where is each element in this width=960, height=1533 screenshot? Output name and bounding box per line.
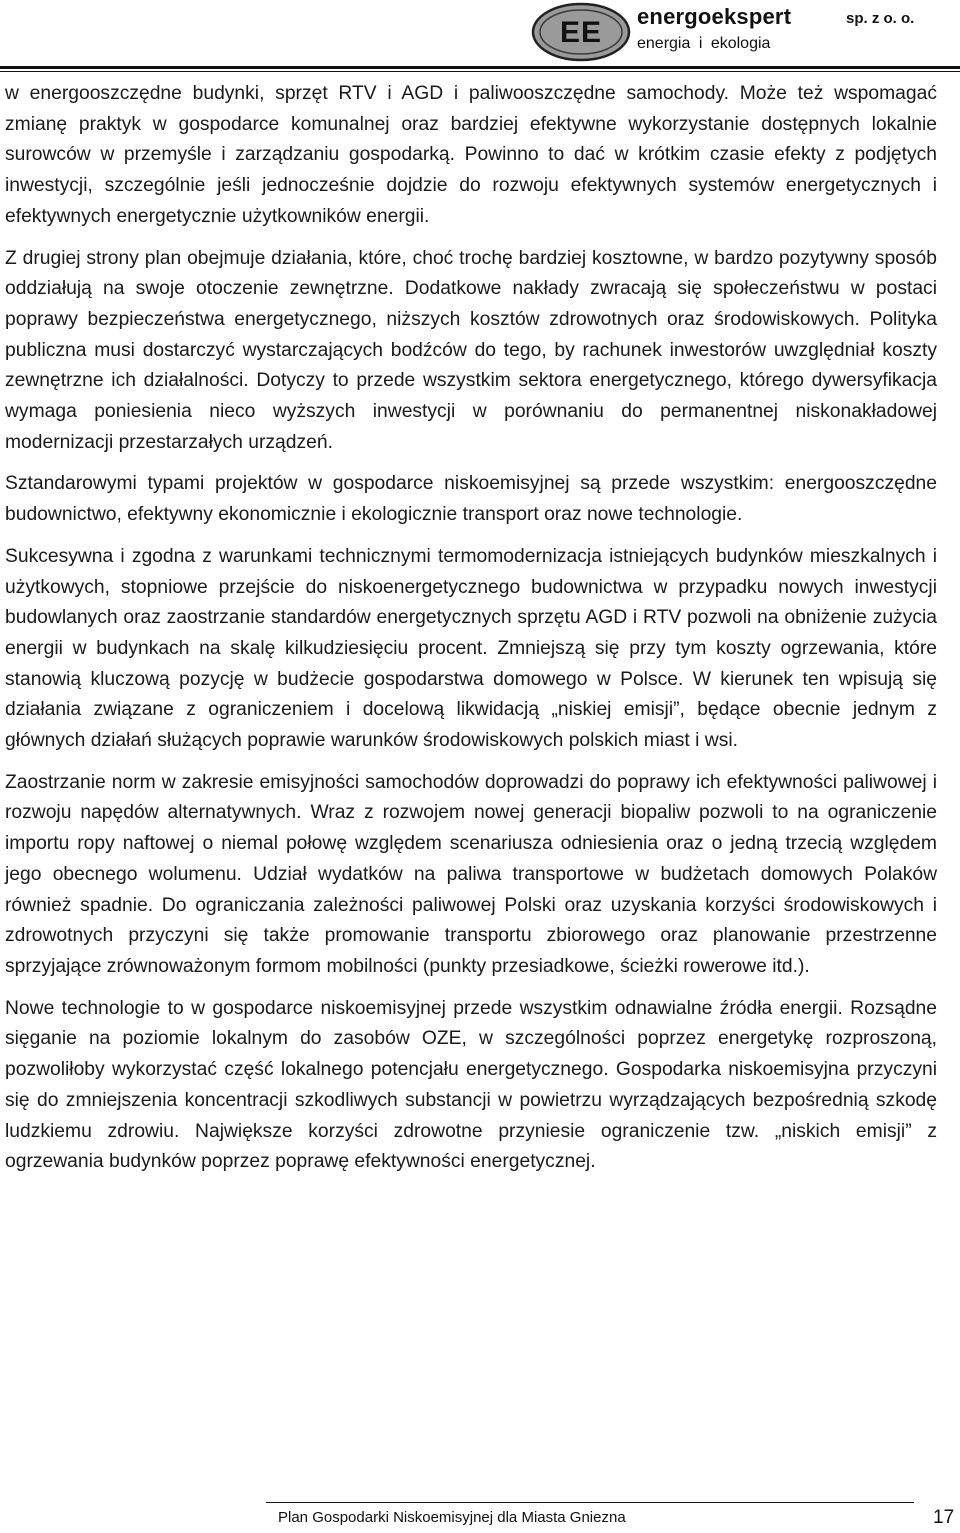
header-divider [0,66,960,69]
logo-letters: EE [559,16,603,49]
header-divider-thin [0,71,960,72]
brand-name: energoekspert [637,4,792,29]
page-number: 17 [933,1507,955,1528]
paragraph-1: w energooszczędne budynki, sprzęt RTV i AGD i paliwooszczędne samochody. Może też wspomagać zmianę praktyk w gospodarce komunalnej oraz bardziej efektywne wykorzystanie dostępnych lokalnie surowców w przemyśle i zarządzaniu gospodarką. Powinno to dać w krótkim czasie efekty z podjętych inwestycji, szczególnie jeśli jednocześnie dojdzie do rozwoju efektywnych systemów energetycznych i efektywnych energetycznie użytkowników energii. [5,83,937,227]
brand-suffix: sp. z o. o. [846,10,915,27]
document-body [5,79,937,1189]
energoekspert-logo [531,2,631,62]
paragraph-3: Sztandarowymi typami projektów w gospodarce niskoemisyjnej są przede wszystkim: energooszczędne budownictwo, efektywny ekonomicznie i ekologicznie transport oraz nowe technologie. [5,473,937,526]
page-header [0,0,960,72]
footer-divider [266,1502,914,1503]
paragraph-4: Sukcesywna i zgodna z warunkami technicznymi termomodernizacja istniejących budynków mieszkalnych i użytkowych, stopniowe przejście do niskoenergetycznego budownictwa w przypadku nowych inwestycji budowlanych oraz zaostrzanie standardów energetycznych sprzętu AGD i RTV pozwoli na obniżenie zużycia energii w budynkach na skalę kilkudziesięciu procent. Zmniejszą się przy tym koszty ogrzewania, które stanowią kluczową pozycję w budżecie gospodarstwa domowego w Polsce. W kierunek ten wpisują się działania związane z ograniczeniem i docelową likwidacją „niskiej emisji”, będące obecnie jednym z głównych działań służących poprawie warunków środowiskowych polskich miast i wsi. [5,545,937,752]
footer-document-title: Plan Gospodarki Niskoemisyjnej dla Miasta Gniezna [278,1509,626,1526]
paragraph-2: Z drugiej strony plan obejmuje działania, które, choć trochę bardziej kosztowne, w bardzo pozytywny sposób oddziałują na swoje otoczenie zewnętrzne. Dodatkowe nakłady zwracają się społeczeństwu w postaci poprawy bezpieczeństwa energetycznego, niższych kosztów zdrowotnych oraz środowiskowych. Polityka publiczna musi dostarczyć wystarczających bodźców do tego, by rachunek inwestorów uwzględniał koszty zewnętrzne ich działalności. Dotyczy to przede wszystkim sektora energetycznego, którego dywersyfikacja wymaga poniesienia nieco wyższych inwestycji w porównaniu do permanentnej niskonakładowej modernizacji przestarzałych urządzeń. [5,247,937,453]
paragraph-6: Nowe technologie to w gospodarce niskoemisyjnej przede wszystkim odnawialne źródła energii. Rozsądne sięganie na poziomie lokalnym do zasobów OZE, w szczególności poprzez energetykę rozproszoną, pozwoliłoby wykorzystać część lokalnego potencjału energetycznego. Gospodarka niskoemisyjna przyczyni się do zmniejszenia koncentracji szkodliwych substancji w powietrzu wyrządzających bezpośrednią szkodę ludzkiemu zdrowiu. Największe korzyści zdrowotne przyniesie ograniczenie tzw. „niskich emisji” z ogrzewania budynków poprzez poprawę efektywności energetycznej. [5,997,937,1173]
brand-tagline: energia i ekologia [637,35,771,52]
paragraph-5: Zaostrzanie norm w zakresie emisyjności samochodów doprowadzi do poprawy ich efektywności paliwowej i rozwoju napędów alternatywnych. Wraz z rozwojem nowej generacji biopaliw pozwoli to na ograniczenie importu ropy naftowej o niemal połowę względem scenariusza odniesienia oraz o jedną trzecią względem jego obecnego wolumenu. Udział wydatków na paliwa transportowe w budżetach domowych Polaków również spadnie. Do ograniczania zależności paliwowej Polski oraz uzyskania korzyści środowiskowych i zdrowotnych przyczyni się także promowanie transportu zbiorowego oraz planowanie przestrzenne sprzyjające zrównoważonym formom mobilności (punkty przesiadkowe, ścieżki rowerowe itd.). [5,771,937,977]
